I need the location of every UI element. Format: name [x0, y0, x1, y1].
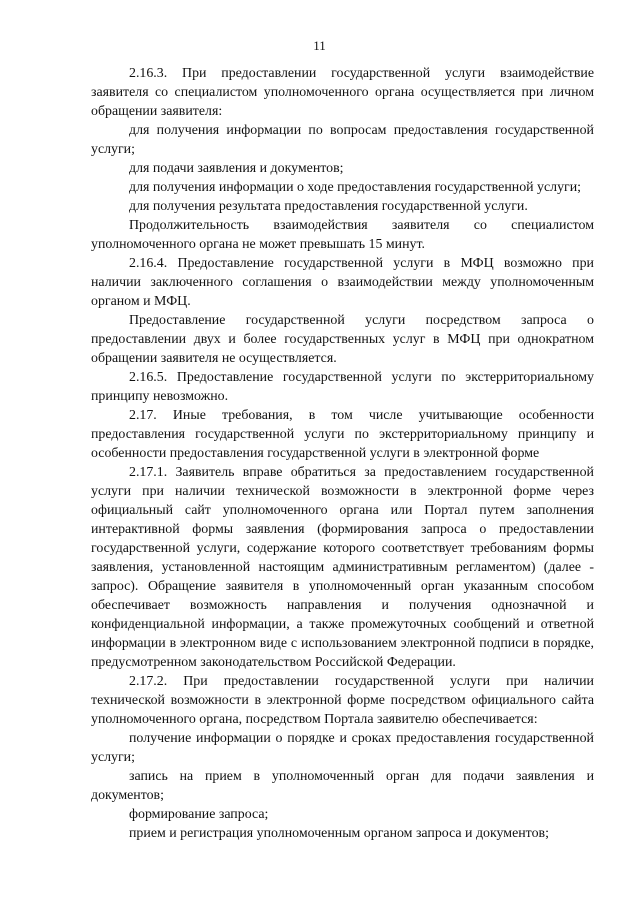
- list-item-registration: прием и регистрация уполномоченным органом запроса и документов;: [129, 826, 549, 841]
- paragraph-duration: Продолжительность взаимодействия заявителя со специалистом уполномоченного органа не может превышать 15 минут.: [91, 218, 594, 252]
- paragraph-multiple-services: Предоставление государственной услуги посредством запроса о предоставлении двух и более государственных услуг в МФЦ при однократном обращении заявителя не осуществляется.: [91, 313, 594, 366]
- paragraph-2-17-2: 2.17.2. При предоставлении государственной услуги при наличии технической возможности в электронной форме посредством официального сайта уполномоченного органа, посредством Портала заявителю обеспечивается:: [91, 674, 594, 727]
- list-item-form-request: формирование запроса;: [129, 807, 269, 822]
- document-body: [91, 64, 594, 843]
- list-item-order-info: получение информации о порядке и сроках предоставления государственной услуги;: [91, 731, 594, 765]
- list-item-info-questions: для получения информации по вопросам предоставления государственной услуги;: [91, 123, 594, 157]
- list-item-submit-application: для подачи заявления и документов;: [129, 161, 344, 176]
- list-item-appointment: запись на прием в уполномоченный орган для подачи заявления и документов;: [91, 769, 594, 803]
- paragraph-2-17-1: 2.17.1. Заявитель вправе обратиться за предоставлением государственной услуги при наличии технической возможности в электронной форме через официальный сайт уполномоченного органа или Портал путем заполнения интерактивной формы заявления (формирования запроса о предоставлении государственной услуги, содержание которого соответствует требованиям формы заявления, установленной настоящим административным регламентом) (далее - запрос). Обращение заявителя в уполномоченный орган указанным способом обеспечивает возможность направления и получения однозначной и конфиденциальной информации, а также промежуточных сообщений и ответной информации в электронном виде с использованием электронной подписи в порядке, предусмотренном законодательством Российской Федерации.: [91, 465, 594, 670]
- list-item-progress-info: для получения информации о ходе предоставления государственной услуги;: [129, 180, 582, 195]
- paragraph-2-16-3: 2.16.3. При предоставлении государственной услуги взаимодействие заявителя со специалистом уполномоченного органа осуществляется при личном обращении заявителя:: [91, 66, 594, 119]
- paragraph-2-16-5: 2.16.5. Предоставление государственной услуги по экстерриториальному принципу невозможно.: [91, 370, 594, 404]
- paragraph-2-17: 2.17. Иные требования, в том числе учитывающие особенности предоставления государственной услуги по экстерриториальному принципу и особенности предоставления государственной услуги в электронной форме: [91, 408, 594, 461]
- paragraph-2-16-4: 2.16.4. Предоставление государственной услуги в МФЦ возможно при наличии заключенного соглашения о взаимодействии между уполномоченным органом и МФЦ.: [91, 256, 594, 309]
- page-number: 11: [313, 38, 326, 53]
- list-item-receive-result: для получения результата предоставления государственной услуги.: [129, 199, 528, 214]
